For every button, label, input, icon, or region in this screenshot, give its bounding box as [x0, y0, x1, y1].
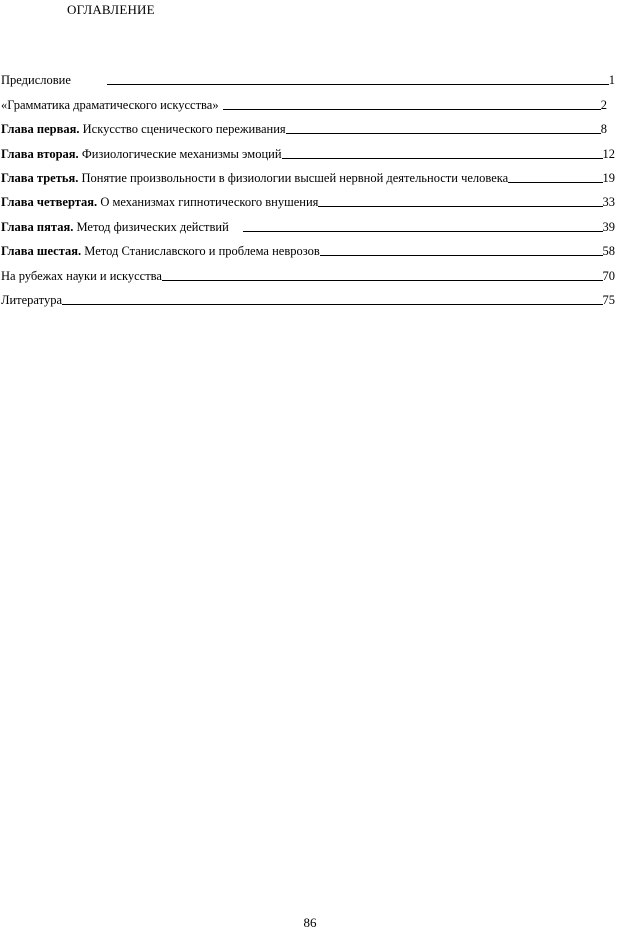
toc-entry-label: [1, 293, 62, 308]
toc-entry-bold: Глава третья.: [1, 170, 79, 185]
toc-entry-label: [1, 73, 71, 88]
toc-entry-bold: Глава четвертая.: [1, 195, 98, 210]
toc-entry-title: Предисловие: [1, 73, 71, 88]
toc-entry-label: [1, 122, 286, 137]
toc-entry-page: 70: [602, 268, 615, 283]
toc-leader-line: [62, 304, 603, 305]
page-number: 86: [303, 915, 317, 930]
toc-entry-literature: [1, 284, 615, 308]
toc-entry-page: 39: [602, 219, 615, 234]
toc-entry-chapter-6: [1, 235, 615, 259]
toc-entry-title: Физиологические механизмы эмоций: [78, 146, 282, 161]
toc-entry-chapter-2: [1, 137, 615, 161]
toc-entry-label: [1, 244, 320, 259]
toc-entry-title: «Грамматика драматического искусства»: [1, 97, 219, 112]
toc-entry-title: На рубежах науки и искусства: [1, 268, 162, 283]
toc-entry-title: О механизмах гипнотического внушения: [97, 195, 319, 210]
toc-entry-label: [1, 220, 229, 235]
toc-entry-label: [1, 98, 219, 113]
toc-entry-title: Литература: [1, 292, 62, 307]
toc-entry-grammar: [1, 88, 615, 112]
toc-entry-title: Понятие произвольности в физиологии высшей нервной деятельности человека: [78, 170, 509, 185]
toc-heading: ОГЛАВЛЕНИЕ: [67, 2, 155, 17]
toc-entry-label: [1, 195, 318, 210]
toc-entry-page: 8: [600, 122, 607, 137]
toc-entry-title: Метод Станиславского и проблема неврозов: [81, 244, 320, 259]
toc-entry-page: 75: [602, 292, 615, 307]
toc-entry-page: 58: [602, 244, 615, 259]
table-of-contents: [1, 64, 615, 308]
toc-entry-title: Метод физических действий: [73, 219, 229, 234]
toc-leader-line: [223, 109, 601, 110]
toc-entry-page: 33: [602, 195, 615, 210]
toc-entry-preface: [1, 64, 615, 88]
toc-entry-chapter-3: [1, 162, 615, 186]
toc-entry-page: 19: [602, 170, 615, 185]
toc-entry-chapter-5: [1, 210, 615, 234]
toc-entry-science-art: [1, 259, 615, 283]
toc-entry-chapter-4: [1, 186, 615, 210]
toc-leader-line: [282, 158, 603, 159]
toc-leader-line: [508, 182, 602, 183]
toc-leader-line: [286, 133, 601, 134]
toc-entry-page: 12: [602, 146, 615, 161]
toc-leader-line: [318, 206, 602, 207]
toc-leader-line: [107, 84, 609, 85]
toc-entry-label: [1, 171, 508, 186]
toc-leader-line: [162, 280, 603, 281]
toc-entry-bold: Глава шестая.: [1, 244, 82, 259]
toc-entry-bold: Глава пятая.: [1, 219, 74, 234]
toc-entry-label: [1, 269, 162, 284]
toc-entry-bold: Глава первая.: [1, 122, 80, 137]
toc-entry-chapter-1: [1, 113, 615, 137]
toc-entry-bold: Глава вторая.: [1, 146, 79, 161]
toc-entry-page: 1: [608, 73, 615, 88]
toc-entry-title: Искусство сценического переживания: [79, 122, 286, 137]
toc-entry-label: [1, 147, 282, 162]
toc-leader-line: [320, 255, 603, 256]
toc-entry-page: 2: [600, 97, 607, 112]
toc-leader-line: [243, 231, 603, 232]
